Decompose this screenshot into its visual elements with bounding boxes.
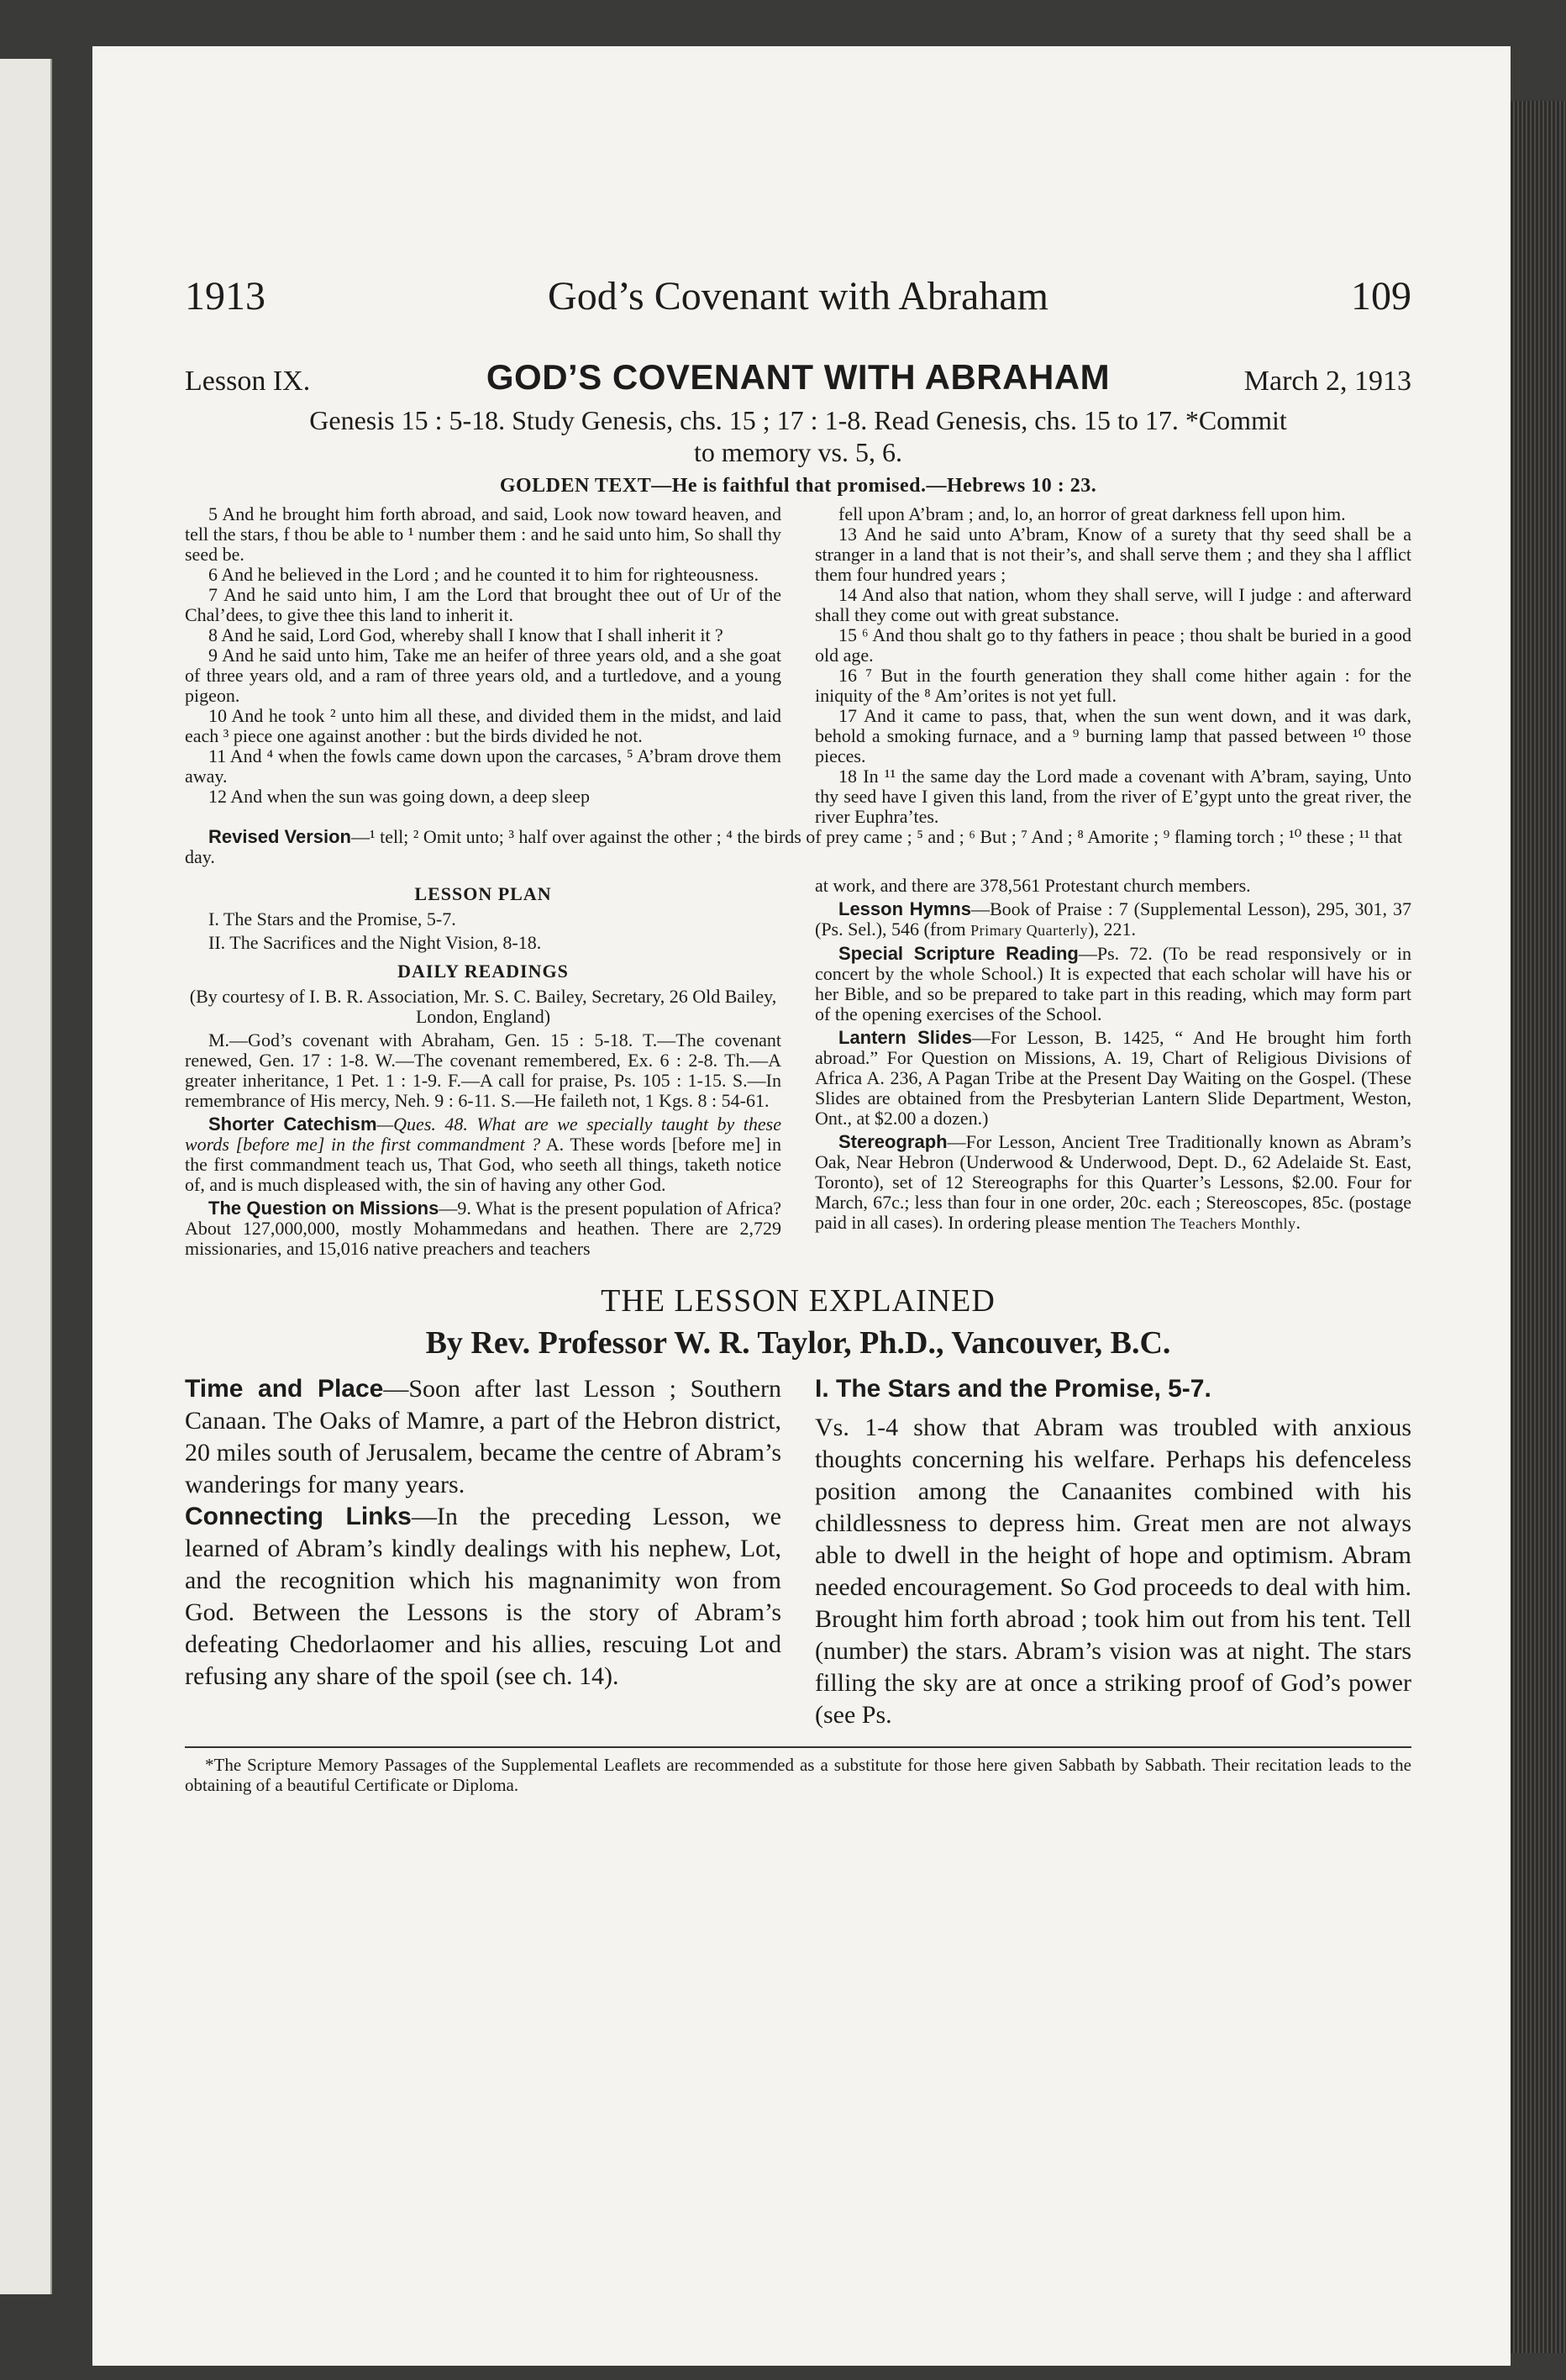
verse: 18 In ¹¹ the same day the Lord made a covenant with A’bram, saying, Unto thy seed have I given this land, from the river of E’gypt unto the great river, the river Euphra’tes.	[815, 766, 1411, 827]
special-reading	[815, 944, 1411, 1024]
running-head-year: 1913	[185, 274, 265, 319]
verse: 6 And he believed in the Lord ; and he counted it to him for righteousness.	[208, 564, 759, 585]
verse: fell upon A’bram ; and, lo, an horror of great darkness fell upon him.	[838, 503, 1346, 524]
verse: 10 And he took ² unto him all these, and divided them in the midst, and laid each ³ piece one against another : but the birds divided he not.	[185, 705, 781, 746]
lantern-slides	[815, 1028, 1411, 1129]
scripture-right-column	[815, 504, 1411, 827]
lesson-header	[185, 357, 1411, 404]
book-page-edges	[1511, 101, 1566, 2353]
revised-version-label: Revised Version	[208, 826, 351, 847]
time-and-place	[185, 1373, 781, 1501]
book-page	[92, 46, 1511, 2366]
lesson-title: GOD’S COVENANT WITH ABRAHAM	[486, 357, 1111, 397]
section-heading: I. The Stars and the Promise, 5-7.	[815, 1375, 1211, 1403]
explained-byline: By Rev. Professor W. R. Taylor, Ph.D., Vancouver, B.C.	[425, 1325, 1171, 1361]
revised-version-text: —¹ tell; ² Omit unto; ³ half over against the other ; ⁴ the birds of prey came ; ⁵ and ; ⁶ But ; ⁷ And ; ⁸ Amorite ; ⁹ flaming torch ; ¹⁰ these ; ¹¹ that day.	[185, 826, 1402, 867]
lesson-aids-left-column	[185, 876, 781, 1262]
verse: 16 ⁷ But in the fourth generation they shall come hither again : for the iniquity of the ⁸ Am’orites is not yet full.	[815, 665, 1411, 706]
special-reading-label: Special Scripture Reading	[838, 943, 1079, 964]
lantern-slides-label: Lantern Slides	[838, 1027, 972, 1048]
lesson-aids-right-column	[815, 876, 1411, 1262]
study-line-2: to memory vs. 5, 6.	[694, 437, 902, 467]
lesson-explained	[185, 1282, 1411, 1731]
stereograph-label: Stereograph	[838, 1131, 948, 1152]
stereograph-end: .	[1295, 1212, 1301, 1233]
lesson-plan-item: II. The Sacrifices and the Night Vision, 8-18.	[208, 932, 542, 953]
section-text: Vs. 1-4 show that Abram was troubled with anxious thoughts concerning his welfare. Perhaps his defenceless position among the Canaanites combined with his childlessness to depress him. Great men are not always able to dwell in the height of hope and optimism. Abram needed encouragement. So God proceeds to deal with him. Brought him forth abroad ; took him out from his tent. Tell (number) the stars. Abram’s vision was at night. The stars filling the sky are at once a striking proof of God’s power (see Ps.	[815, 1414, 1411, 1729]
verse: 13 And he said unto A’bram, Know of a surety that thy seed shall be a stranger in a land that is not their’s, and shall serve them ; and they sha l afflict them four hundred years ;	[815, 524, 1411, 585]
lesson-plan-item: I. The Stars and the Promise, 5-7.	[208, 908, 456, 929]
running-head	[185, 273, 1411, 340]
study-line-1: Genesis 15 : 5-18. Study Genesis, chs. 15 ; 17 : 1-8. Read Genesis, chs. 15 to 17. *Commit	[309, 405, 1287, 435]
catechism	[185, 1114, 781, 1195]
catechism-question: —Ques. 48. What are we specially taught by these words [before me] in the first commandment ?	[185, 1114, 782, 1155]
lesson-date: March 2, 1913	[1243, 366, 1411, 397]
lesson-hymns-label: Lesson Hymns	[838, 898, 971, 919]
connecting-links-text: —In the preceding Lesson, we learned of Abram’s kindly dealings with his nephew, Lot, and the recognition which his magnanimity won from God. Between the Lessons is the story of Abram’s defeating Chedorlaomer and his allies, rescuing Lot and refusing any share of the spoil (see ch. 14).	[185, 1503, 781, 1690]
stereograph	[815, 1132, 1411, 1234]
special-reading-text: —Ps. 72. (To be read responsively or in concert by the whole School.) It is expected that each scholar will have his or her Bible, and so be prepared to take part in this reading, which may form part of the opening exercises of the School.	[815, 943, 1411, 1024]
verse: 14 And also that nation, whom they shall serve, will I judge : and afterward shall they come out with great substance.	[815, 584, 1411, 625]
verse: 7 And he said unto him, I am the Lord that brought thee out of Ur of the Chal’dees, to give thee this land to inherit it.	[185, 584, 781, 625]
lesson-plan-heading: LESSON PLAN	[414, 883, 552, 904]
page-number: 109	[1351, 274, 1411, 319]
explained-heading: THE LESSON EXPLAINED	[601, 1283, 996, 1319]
footnote: *The Scripture Memory Passages of the Supplemental Leaflets are recommended as a substitute for those here given Sabbath by Sabbath. Their recitation leads to the obtaining of a beautiful Certificate or Diploma.	[185, 1755, 1411, 1795]
missions-text: —9. What is the present population of Africa? About 127,000,000, mostly Mohammedans and heathen. There are 2,729 missionaries, and 15,016 native preachers and teachers	[185, 1198, 781, 1259]
lantern-slides-text: —For Lesson, B. 1425, “ And He brought him forth abroad.” For Question on Missions, A. 19, Chart of Religious Divisions of Africa A. 236, A Pagan Tribe at the Present Day Waiting on the Gospel. (These Slides are obtained from the Presbyterian Lantern Slide Department, Weston, Ont., at $2.00 a dozen.)	[815, 1027, 1411, 1129]
scripture-left-column	[185, 504, 781, 827]
catechism-answer: A. These words [before me] in the first commandment teach us, That God, who seeth all things, taketh notice of, and is much displeased with, the sin of having any other God.	[185, 1134, 781, 1195]
lesson-hymns-end: ), 221.	[1088, 919, 1136, 940]
missions	[185, 1198, 781, 1259]
adjacent-page-edge	[0, 59, 52, 2294]
verse: 9 And he said unto him, Take me an heifer of three years old, and a she goat of three years old, and a ram of three years old, and a turtledove, and a young pigeon.	[185, 645, 781, 706]
stereograph-text: —For Lesson, Ancient Tree Traditionally known as Abram’s Oak, Near Hebron (Underwood & Underwood, Dept. D., 62 Adelaide St. East, Toronto), set of 12 Stereographs for this Quarter’s Lessons, $2.00. Four for March, 67c.; less than four in one order, 20c. each ; Stereoscopes, 85c. (postage paid in all cases). In ordering please mention	[815, 1131, 1411, 1233]
explained-left-column	[185, 1373, 781, 1731]
daily-readings-text: M.—God’s covenant with Abraham, Gen. 15 : 5-18. T.—The covenant renewed, Gen. 17 : 1-8. W.—The covenant remembered, Ex. 6 : 2-8. Th.—A greater inheritance, 1 Pet. 1 : 1-9. F.—A call for praise, Ps. 105 : 1-15. S.—In remembrance of His mercy, Neh. 9 : 6-11. S.—He faileth not, 1 Kgs. 8 : 54-61.	[185, 1029, 781, 1111]
verse: 15 ⁶ And thou shalt go to thy fathers in peace ; thou shalt be buried in a good old age.	[815, 624, 1411, 666]
verse: 17 And it came to pass, that, when the sun went down, and it was dark, behold a smoking furnace, and a ⁹ burning lamp that passed between ¹⁰ those pieces.	[815, 705, 1411, 766]
running-head-title: God’s Covenant with Abraham	[548, 274, 1048, 319]
explained-right-column	[815, 1373, 1411, 1731]
daily-readings-heading: DAILY READINGS	[397, 961, 569, 982]
daily-readings-courtesy: (By courtesy of I. B. R. Association, Mr. S. C. Bailey, Secretary, 26 Old Bailey, London, England)	[189, 986, 777, 1027]
revised-version-notes	[185, 827, 1411, 867]
explained-body	[185, 1373, 1411, 1731]
golden-text: GOLDEN TEXT—He is faithful that promised.—Hebrews 10 : 23.	[499, 475, 1097, 497]
connecting-links-label: Connecting Links	[185, 1503, 412, 1530]
lesson-aids	[185, 876, 1411, 1262]
page-content	[185, 273, 1411, 1795]
lesson-hymns-text: —Book of Praise : 7 (Supplemental Lesson), 295, 301, 37 (Ps. Sel.), 546 (from	[815, 898, 1411, 940]
teachers-monthly: The Teachers Monthly	[1151, 1215, 1296, 1232]
verse: 11 And ⁴ when the fowls came down upon the carcases, ⁵ A’bram drove them away.	[185, 745, 781, 787]
missions-label: The Question on Missions	[208, 1198, 439, 1219]
scripture-passage	[185, 504, 1411, 827]
footnote-rule	[185, 1746, 1411, 1748]
lesson-number: Lesson IX.	[185, 366, 311, 397]
verse: 12 And when the sun was going down, a deep sleep	[208, 786, 590, 807]
catechism-label: Shorter Catechism	[208, 1114, 377, 1135]
primary-quarterly: Primary Quarterly	[970, 922, 1089, 939]
lesson-hymns	[815, 899, 1411, 940]
connecting-links	[185, 1501, 781, 1693]
verse: 8 And he said, Lord God, whereby shall I know that I shall inherit it ?	[208, 624, 723, 645]
time-and-place-text: —Soon after last Lesson ; Southern Canaan. The Oaks of Mamre, a part of the Hebron district, 20 miles south of Jerusalem, became the centre of Abram’s wanderings for many years.	[185, 1375, 781, 1498]
missions-continued: at work, and there are 378,561 Protestant church members.	[815, 875, 1251, 896]
time-and-place-label: Time and Place	[185, 1375, 384, 1403]
verse: 5 And he brought him forth abroad, and said, Look now toward heaven, and tell the stars, f thou be able to ¹ number them : and he said unto him, So shall thy seed be.	[185, 503, 781, 565]
